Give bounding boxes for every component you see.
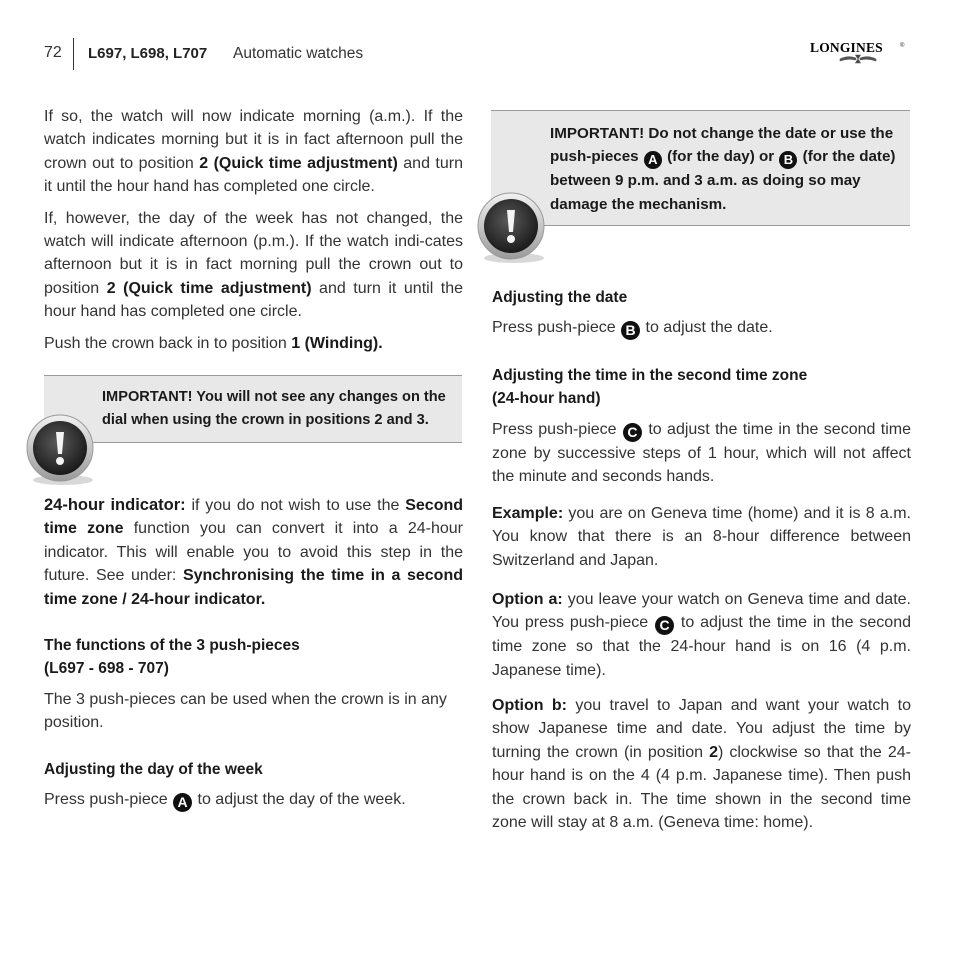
pushpiece-c-icon: C xyxy=(655,616,674,635)
header-subtitle: Automatic watches xyxy=(233,45,364,62)
page-number: 72 xyxy=(44,44,62,61)
paragraph-afternoon: If, however, the day of the week has not changed, the watch will indicate afternoon (p.m.). If the watch indi-cates afternoon but it is in fact morning pull the crown out to position 2 (Quick time adjustment) and turn it until the hour hand has completed one circle. xyxy=(44,209,464,321)
important-text-2: IMPORTANT! Do not change the date or use the push-pieces A (for the day) or B (for the date) between 9 p.m. and 3 a.m. as doing so may damage the mechanism. xyxy=(550,125,896,213)
functions-heading-2: (L697 - 698 - 707) xyxy=(44,660,169,678)
example-paragraph: Example: you are on Geneva time (home) and it is 8 a.m. You know that there is an 8-hour difference between Switzerland and Japan. xyxy=(492,505,911,569)
option-a-paragraph: Option a: you leave your watch on Geneva time and date. You press push-piece C to adjust the time in the second time zone so that the 24-hour hand is on 16 (4 p.m. Japanese time). xyxy=(492,591,912,679)
logo-registered-mark: ® xyxy=(900,43,905,49)
pushpiece-b-icon: B xyxy=(779,151,797,169)
option-a-section xyxy=(492,588,911,682)
timezone-heading-1: Adjusting the time in the second time zone xyxy=(492,367,808,384)
day-text: Press push-piece A to adjust the day of the week. xyxy=(44,791,406,811)
example-section xyxy=(492,502,911,572)
winged-hourglass-icon xyxy=(840,55,876,63)
paragraph-push-back: Push the crown back in to position 1 (Winding). xyxy=(44,334,383,352)
timezone-text: Press push-piece C to adjust the time in the second time zone by successive steps of 1 hour, which will not affect the minute and seconds hands. xyxy=(492,420,911,486)
functions-text: The 3 push-pieces can be used when the crown is in any position. xyxy=(44,690,447,732)
timezone-heading-2: (24-hour hand) xyxy=(492,390,601,408)
day-section xyxy=(44,758,463,812)
pushpiece-a-icon: A xyxy=(173,793,192,812)
option-b-paragraph: Option b: you travel to Japan and want your watch to show Japanese time and date. You adjust the time by turning the crown (in position 2) clockwise so that the 24-hour hand is on the 4 (4 p.m. Japanese time). Then push the crown back in. The time shown in the second time zone will stay at 8 a.m. (Geneva time: home). xyxy=(492,697,912,832)
option-b-section xyxy=(492,694,911,834)
paragraph-morning: If so, the watch will now indicate morning (a.m.). If the watch indicates morning but it is in fact afternoon pull the crown out to position 2 (Quick time adjustment) and turn it until the hour hand has completed one circle. xyxy=(44,108,463,196)
pushpiece-a-icon: A xyxy=(644,151,662,169)
date-section xyxy=(492,286,911,340)
important-text-1: IMPORTANT! You will not see any changes on the dial when using the crown in positions 2 and 3. xyxy=(102,389,446,429)
model-numbers: L697, L698, L707 xyxy=(88,45,208,62)
pushpiece-b-icon: B xyxy=(621,321,640,340)
warning-icon-1 xyxy=(20,410,102,497)
left-intro xyxy=(44,105,463,355)
functions-section xyxy=(44,634,463,735)
indicator-section xyxy=(44,494,463,611)
logo-wordmark: LONGINES xyxy=(810,40,883,55)
date-heading: Adjusting the date xyxy=(492,289,628,306)
timezone-section xyxy=(492,364,911,489)
longines-logo xyxy=(808,38,908,68)
header-divider xyxy=(73,38,74,70)
functions-heading-1: The functions of the 3 push-pieces xyxy=(44,637,300,654)
warning-icon-2 xyxy=(471,188,553,275)
day-heading: Adjusting the day of the week xyxy=(44,761,263,778)
date-text: Press push-piece B to adjust the date. xyxy=(492,319,773,339)
indicator-paragraph: 24-hour indicator: if you do not wish to use the Second time zone function you can convert it into a 24-hour indicator. This will enable you to avoid this step in the future. See under: Synchronising the time in a second time zone / 24-hour indicator. xyxy=(44,496,464,608)
pushpiece-c-icon: C xyxy=(623,423,642,442)
